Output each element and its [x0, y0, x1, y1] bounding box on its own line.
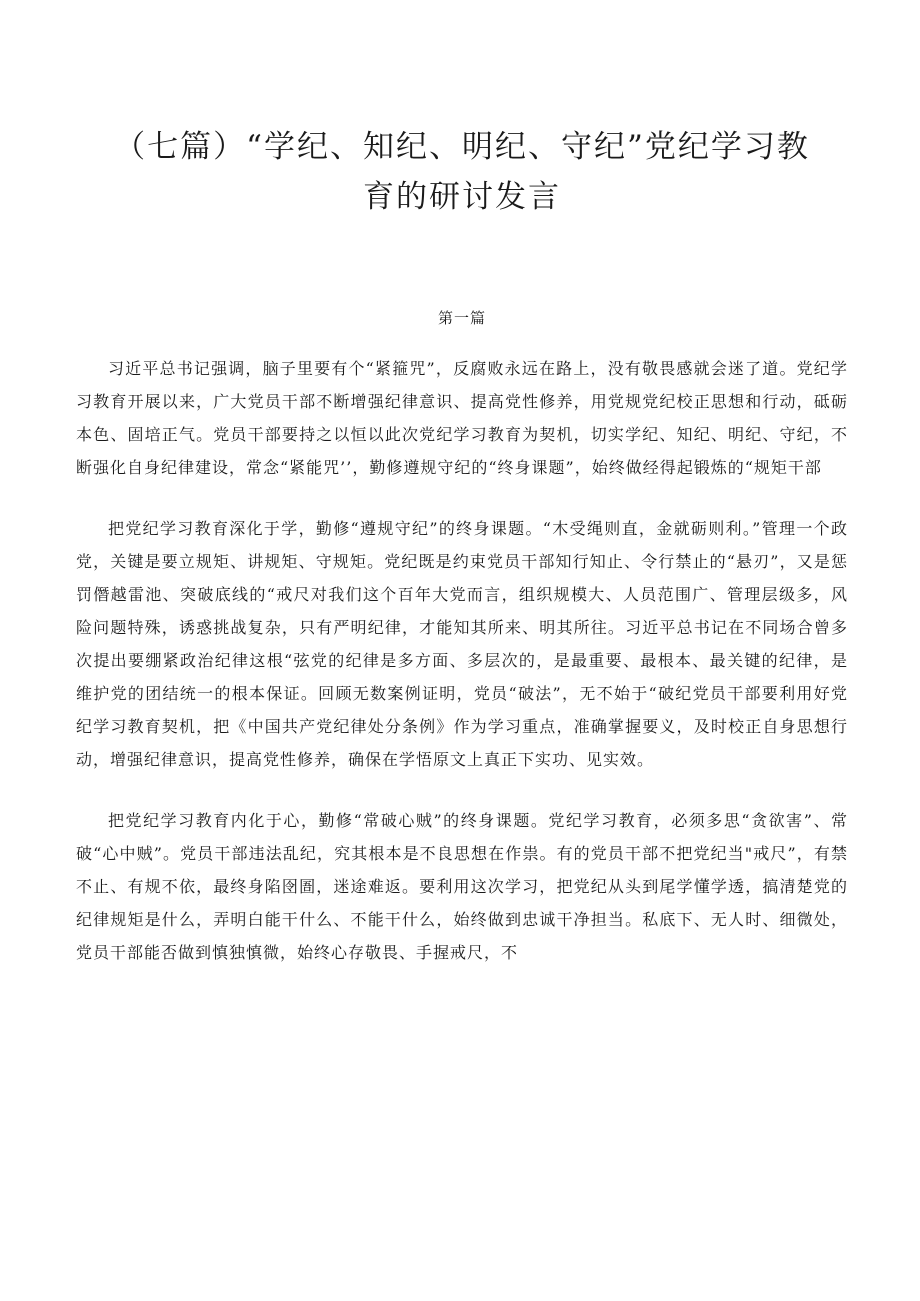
document-title-line-1: （七篇）“学纪、知纪、明纪、守纪”党纪学习教: [114, 129, 810, 165]
document-title: [76, 122, 848, 222]
paragraph-3: 把党纪学习教育内化于心，勤修“常破心贼”的终身课题。党纪学习教育，必须多思“贪欲害”、常破“心中贼”。党员干部违法乱纪，究其根本是不良思想在作祟。有的党员干部不把党纪当"戒尺”，有禁不止、有规不依，最终身陷囹圄，迷途难返。要利用这次学习，把党纪从头到尾学懂学透，搞清楚党的纪律规矩是什么，弄明白能干什么、不能干什么，始终做到忠诚干净担当。私底下、无人时、细微处，党员干部能否做到慎独慎微，始终心存敬畏、手握戒尺，不: [76, 811, 848, 962]
paragraph-1: 习近平总书记强调，脑子里要有个“紧箍咒”，反腐败永远在路上，没有敬畏感就会迷了道。党纪学习教育开展以来，广大党员干部不断增强纪律意识、提高党性修养，用党规党纪校正思想和行动，砥砺本色、固培正气。党员干部要持之以恒以此次党纪学习教育为契机，切实学纪、知纪、明纪、守纪，不断强化自身纪律建设，常念“紧能咒’’，勤修遵规守纪的“终身课题”，始终做经得起锻炼的“规矩干部: [76, 359, 848, 477]
document-title-line-2: 育的研讨发言: [363, 179, 561, 215]
paragraph-2: 把党纪学习教育深化于学，勤修“遵规守纪”的终身课题。“木受绳则直，金就砺则利。”管理一个政党，关键是要立规矩、讲规矩、守规矩。党纪既是约束党员干部知行知止、令行禁止的“悬刃”，又是惩罚僭越雷池、突破底线的“戒尺对我们这个百年大党而言，组织规模大、人员范围广、管理层级多，风险问题特殊，诱惑挑战复杂，只有严明纪律，才能知其所来、明其所往。习近平总书记在不同场合曾多次提出要绷紧政治纪律这根“弦党的纪律是多方面、多层次的，是最重要、最根本、最关键的纪律，是维护党的团结统一的根本保证。回顾无数案例证明，党员“破法”，无不始于“破纪党员干部要利用好党纪学习教育契机，把《中国共产党纪律处分条例》作为学习重点，准确掌握要义，及时校正自身思想行动，增强纪律意识，提高党性修养，确保在学悟原文上真正下实功、见实效。: [76, 519, 848, 769]
section-heading: 第一篇: [437, 309, 486, 327]
